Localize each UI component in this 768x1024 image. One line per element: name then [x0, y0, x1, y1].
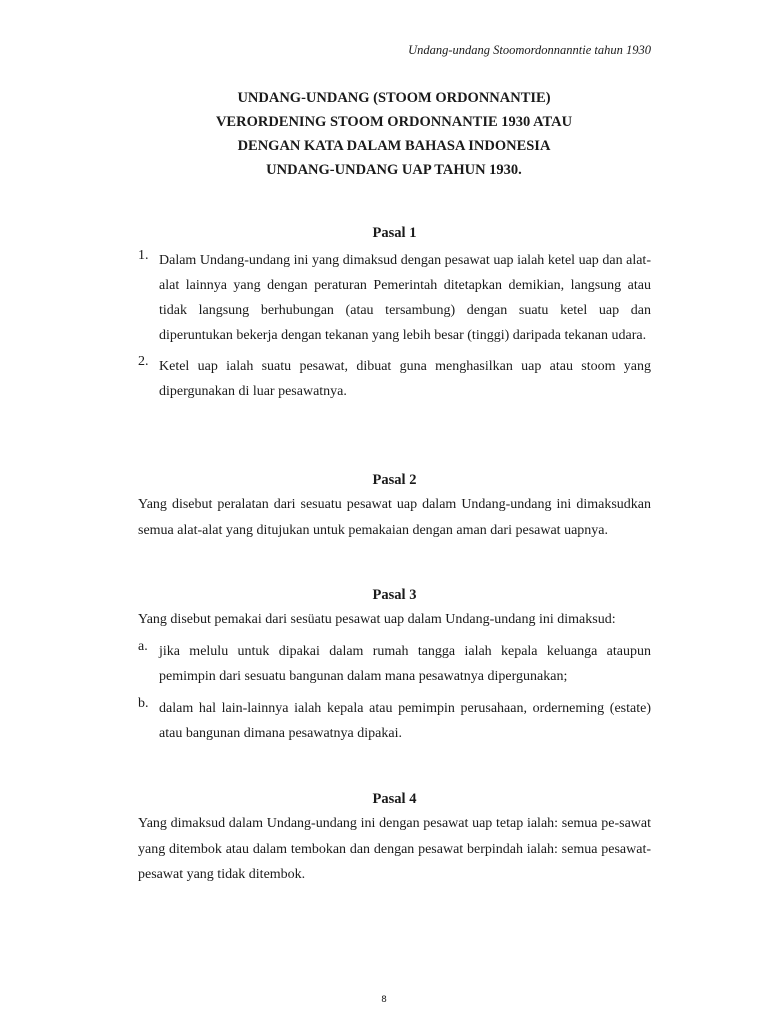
list-item	[138, 248, 651, 348]
running-header: Undang-undang Stoomordonnanntie tahun 1930	[408, 43, 651, 57]
list-item-text: jika melulu untuk dipakai dalam rumah tangga ialah kepala keluanga ataupun pemimpin dari sesuatu bangunan dalam mana pesawatnya dipergunakan;	[159, 643, 651, 684]
pasal-4-text: Yang dimaksud dalam Undang-undang ini dengan pesawat uap tetap ialah: semua pe-sawat yang ditembok atau dalam tembokan dan dengan pesawat berpindah ialah: semua pesawat-pesawat yang tidak ditembok.	[138, 816, 651, 882]
pasal-1-section	[138, 224, 651, 404]
list-marker: 1.	[138, 248, 149, 263]
pasal-4-heading: Pasal 4	[372, 791, 417, 807]
list-marker: 2.	[138, 354, 149, 369]
title-line: UNDANG-UNDANG UAP TAHUN 1930.	[266, 162, 522, 178]
title-line: VERORDENING STOOM ORDONNANTIE 1930 ATAU	[215, 114, 573, 130]
list-item-text: Dalam Undang-undang ini yang dimaksud dengan pesawat uap ialah ketel uap dan alat-alat lainnya yang dengan peraturan Pemerintah ditetapkan demikian, langsung atau tidak langsung berhubungan (atau tersambung) dengan suatu ketel uap dan diperuntukan bekerja dengan tekanan yang lebih besar (tinggi) daripada tekanan udara.	[159, 253, 651, 343]
pasal-3-intro: Yang disebut pemakai dari sesüatu pesawat uap dalam Undang-undang ini dimaksud:	[138, 612, 616, 627]
pasal-2-section	[138, 471, 651, 543]
list-item	[138, 696, 651, 746]
list-item-text: Ketel uap ialah suatu pesawat, dibuat guna menghasilkan uap atau stoom yang dipergunakan di luar pesawatnya.	[159, 359, 651, 399]
pasal-2-text: Yang disebut peralatan dari sesuatu pesawat uap dalam Undang-undang ini dimaksudkan semua alat-alat yang ditujukan untuk pemakaian dengan aman dari pesawat uapnya.	[138, 497, 651, 538]
list-item	[138, 354, 651, 404]
pasal-3-heading: Pasal 3	[372, 587, 417, 603]
page-number: 8	[381, 994, 387, 1005]
list-item-text: dalam hal lain-lainnya ialah kepala atau pemimpin perusahaan, orderneming (estate) atau bangunan dimana pesawatnya dipakai.	[159, 700, 651, 741]
document-title	[138, 86, 650, 182]
title-line: DENGAN KATA DALAM BAHASA INDONESIA	[237, 138, 551, 154]
pasal-2-heading: Pasal 2	[372, 472, 417, 488]
list-item	[138, 639, 651, 689]
list-marker: b.	[138, 695, 149, 711]
title-line: UNDANG-UNDANG (STOOM ORDONNANTIE)	[237, 90, 551, 106]
pasal-4-section	[138, 790, 651, 888]
pasal-3-section	[138, 586, 651, 746]
list-marker: a.	[138, 638, 148, 654]
pasal-1-heading: Pasal 1	[372, 225, 417, 241]
